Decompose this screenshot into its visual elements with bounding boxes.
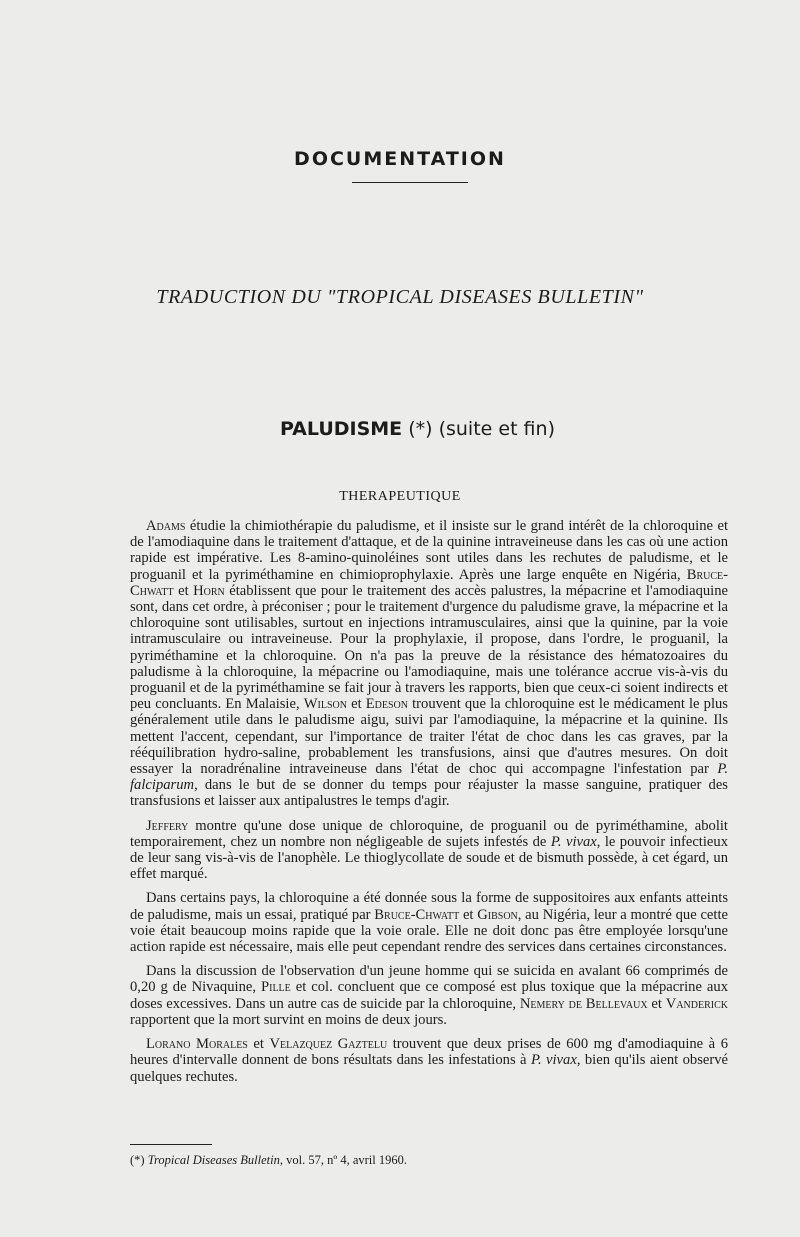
paragraph-text: rapportent que la mort survint en moins de deux jours. <box>130 1011 447 1028</box>
author-name: Gibson <box>477 906 518 923</box>
paragraph <box>130 963 728 1028</box>
paragraph-text: trouvent que la chloroquine est le médicament le plus généralement utile dans le paludisme aigu, suivi par l'amodiaquine, la mépacrine et la quinine. Ils mettent l'accent, cependant, sur l'importance de traiter l'état de choc dans les cas graves, par la rééquilibration hydro-saline, probablement les transfusions, ainsi que d'autres mesures. On doit essayer la noradrénaline intraveineuse dans l'état de choc qui accompagne l'infestation par <box>130 696 728 778</box>
footnote-details: , vol. 57, nº 4, avril 1960. <box>279 1153 408 1167</box>
paragraph <box>130 1036 728 1085</box>
article-body <box>130 518 728 1093</box>
species-name: P. vivax <box>550 833 597 850</box>
paragraph-text: , bien qu'ils aient observé quelques rechutes. <box>130 1052 728 1085</box>
paragraph <box>130 518 728 810</box>
author-name: Vanderick <box>665 995 728 1012</box>
paragraph-text: trouvent que deux prises de 600 mg d'amodiaquine à 6 heures d'intervalle donnent de bons résultats dans les infestations à <box>130 1036 728 1069</box>
author-name: Horn <box>193 582 225 599</box>
author-name: Adams <box>146 518 186 534</box>
author-name: Lorano Morales <box>146 1036 248 1053</box>
paragraph <box>130 818 728 883</box>
section-title <box>280 418 555 440</box>
documentation-heading: DOCUMENTATION <box>294 148 506 170</box>
footnote <box>130 1153 730 1168</box>
species-name: P. falciparum <box>130 761 728 794</box>
section-subheading: THERAPEUTIQUE <box>339 489 461 504</box>
paragraph-text: et <box>459 906 478 923</box>
paragraph-text: Dans la discussion de l'observation d'un jeune homme qui se suicida en avalant 66 comprimés de 0,20 g de Nivaquine, <box>130 963 728 996</box>
author-name: Bruce-Chwatt <box>130 566 728 599</box>
author-name: Pille <box>261 979 291 996</box>
author-name: Bruce-Chwatt <box>374 906 460 923</box>
paragraph-text: montre qu'une dose unique de chloroquine, de proguanil ou de pyriméthamine, abolit temporairement, chez un nombre non négligeable de sujets infestés de <box>130 817 728 850</box>
paragraph-text: et <box>173 582 194 599</box>
author-name: Jeffery <box>146 817 189 834</box>
heading-rule <box>352 182 468 183</box>
paragraph-text: établissent que pour le traitement des accès palustres, la mépacrine et l'amodiaquine sont, dans cet ordre, à préconiser ; pour le traitement d'urgence du paludisme grave, la mépacrine et la chloroquine sont utilisables, surtout en injections intramusculaires, ainsi que la quinine, par la voie intramusculaire ou intraveineuse. Pour la prophylaxie, il propose, dans l'ordre, le proguanil, la pyriméthamine et la chloroquine. On n'a pas la preuve de la résistance des hématozoaires du paludisme à la chloroquine, la mépacrine ou l'amodiaquine, mais une tolérance accrue vis-à-vis du proguanil et de la pyriméthamine se fait jour à travers les rapports, bien que ceux-ci soient indirects et peu concluants. En Malaisie, <box>130 582 728 713</box>
author-name: Edeson <box>365 696 408 713</box>
paragraph-text: et col. concluent que ce composé est plus toxique que la mépacrine aux doses excessives. Dans un autre cas de suicide par la chloroquine, <box>130 979 728 1012</box>
author-name: Velazquez Gaztelu <box>269 1036 388 1053</box>
footnote-rule <box>130 1144 212 1145</box>
paragraph-text: , au Nigéria, leur a montré que cette voie était beaucoup moins rapide que la voie orale. Elle ne doit donc pas être employée lorsqu'une action rapide est nécessaire, mais elle peut cependant rendre des services dans certaines circonstances. <box>130 906 728 956</box>
paragraph-text: Dans certains pays, la chloroquine a été donnée sous la forme de suppositoires aux enfants atteints de paludisme, mais un essai, pratiqué par <box>130 890 728 923</box>
paragraph-text: , dans le but de se donner du temps pour réajuster la masse sanguine, pratiquer des transfusions et laisser aux antipalustres le temps d'agir. <box>130 777 728 810</box>
translation-subtitle: TRADUCTION DU "TROPICAL DISEASES BULLETIN" <box>156 286 644 308</box>
section-title-main: PALUDISME <box>280 418 403 440</box>
author-name: Wilson <box>303 696 347 713</box>
footnote-source: Tropical Diseases Bulletin <box>147 1153 280 1167</box>
section-title-note: (*) (suite et fin) <box>408 418 555 440</box>
paragraph-text: et <box>247 1036 270 1053</box>
author-name: Nemery de Bellevaux <box>519 995 648 1012</box>
species-name: P. vivax <box>530 1052 577 1069</box>
paragraph-text: étudie la chimiothérapie du paludisme, et il insiste sur le grand intérêt de la chloroquine et de l'amodiaquine dans le traitement d'attaque, et de la quinine intraveineuse dans les cas où une action rapide est impérative. Les 8-amino-quinoléines sont utiles dans les rechutes de paludisme, et le proguanil et la pyriméthamine en chimioprophylaxie. Après une large enquête en Nigéria, <box>130 518 728 583</box>
paragraph <box>130 890 728 955</box>
paragraph-text: et <box>346 696 366 713</box>
paragraph-text: et <box>647 995 666 1012</box>
paragraph-text: , le pouvoir infectieux de leur sang vis-à-vis de l'anophèle. Le thioglycollate de soude et de bismuth possède, à cet égard, un effet marqué. <box>130 833 728 883</box>
footnote-marker: (*) <box>130 1153 145 1167</box>
